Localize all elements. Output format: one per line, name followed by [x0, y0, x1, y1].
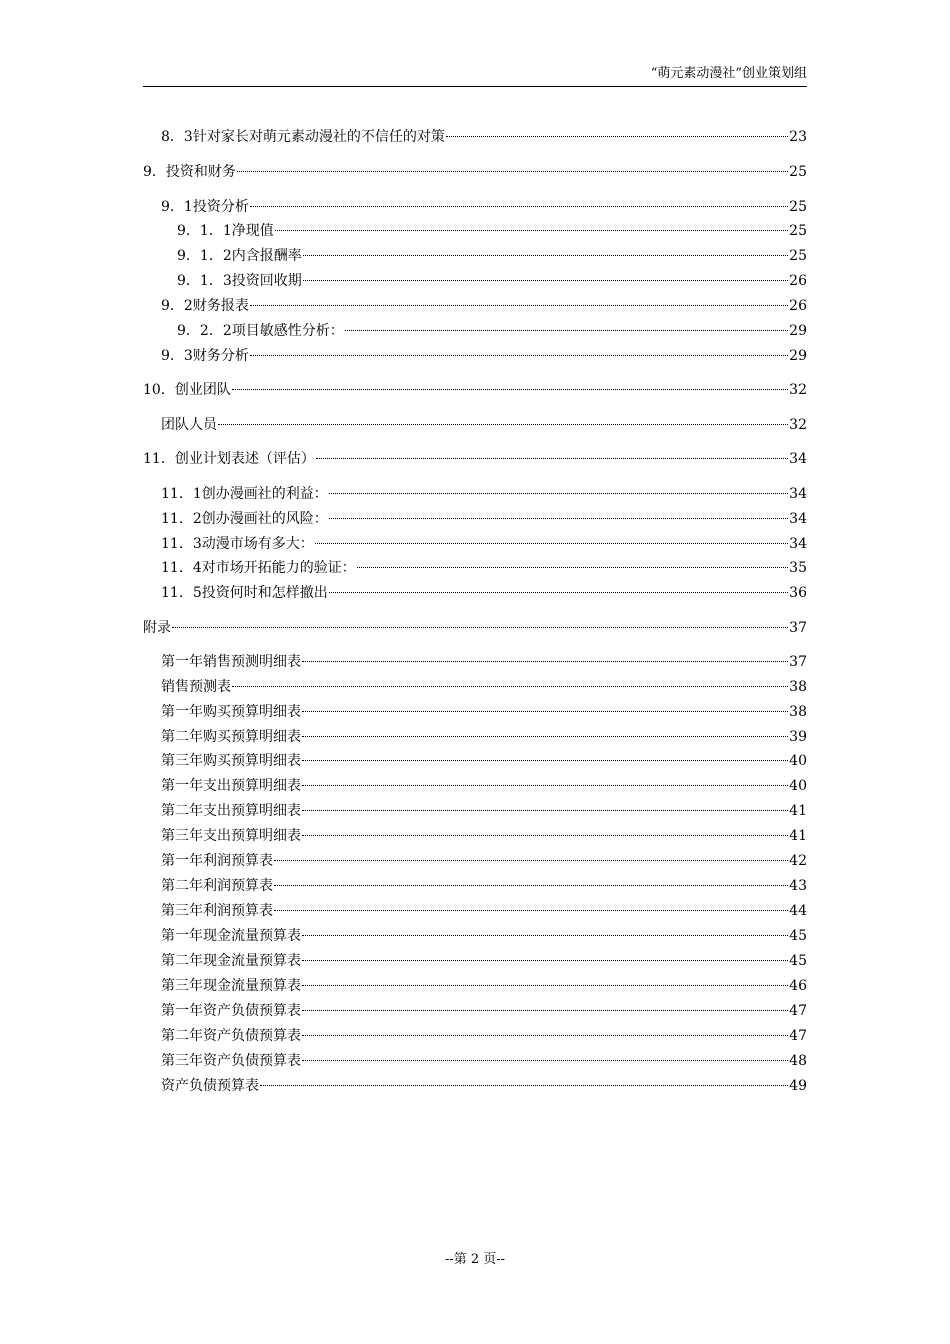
toc-entry[interactable] — [143, 1001, 807, 1021]
toc-entry-title: 第二年利润预算表 — [161, 878, 273, 894]
toc-entry-page: 38 — [789, 704, 807, 720]
toc-entry-title: 11．1创办漫画社的利益： — [161, 486, 328, 502]
toc-leader — [303, 280, 788, 281]
toc-entry-title: 9．投资和财务 — [143, 164, 236, 180]
toc-leader — [302, 661, 788, 662]
toc-leader — [274, 885, 788, 886]
toc-leader — [302, 711, 788, 712]
toc-entry[interactable] — [143, 558, 807, 578]
toc-entry[interactable] — [143, 534, 807, 554]
toc-leader — [302, 736, 788, 737]
toc-entry[interactable] — [143, 901, 807, 921]
toc-entry-title: 9．1投资分析 — [161, 199, 249, 215]
toc-leader — [329, 493, 788, 494]
toc-entry-page: 36 — [789, 585, 807, 601]
toc-entry-page: 37 — [789, 654, 807, 670]
toc-leader — [329, 592, 788, 593]
toc-entry-title: 第一年利润预算表 — [161, 853, 273, 869]
toc-entry-title: 第二年现金流量预算表 — [161, 953, 301, 969]
toc-entry-page: 39 — [789, 729, 807, 745]
toc-entry[interactable] — [143, 484, 807, 504]
toc-leader — [302, 1060, 788, 1061]
toc-entry-page: 25 — [789, 248, 807, 264]
toc-entry[interactable] — [143, 652, 807, 672]
toc-entry-title: 第三年购买预算明细表 — [161, 753, 301, 769]
toc-leader — [302, 785, 788, 786]
toc-entry-title: 9．2．2项目敏感性分析： — [177, 323, 344, 339]
toc-entry[interactable] — [143, 415, 807, 435]
toc-entry[interactable] — [143, 346, 807, 366]
toc-entry[interactable] — [143, 751, 807, 771]
toc-entry-page: 25 — [789, 223, 807, 239]
toc-entry-page: 49 — [789, 1078, 807, 1094]
toc-entry-title: 销售预测表 — [161, 679, 231, 695]
toc-entry[interactable] — [143, 162, 807, 182]
toc-entry-page: 44 — [789, 903, 807, 919]
toc-entry-page: 43 — [789, 878, 807, 894]
toc-entry-title: 9．1．2内含报酬率 — [177, 248, 302, 264]
toc-entry-page: 32 — [789, 417, 807, 433]
toc-entry[interactable] — [143, 509, 807, 529]
toc-entry[interactable] — [143, 876, 807, 896]
toc-entry-page: 23 — [789, 129, 807, 145]
toc-entry[interactable] — [143, 776, 807, 796]
toc-leader — [302, 835, 788, 836]
toc-entry-title: 第一年资产负债预算表 — [161, 1003, 301, 1019]
toc-entry[interactable] — [143, 321, 807, 341]
toc-entry-title: 10．创业团队 — [143, 382, 231, 398]
toc-entry-title: 第一年现金流量预算表 — [161, 928, 301, 944]
toc-leader — [172, 627, 788, 628]
toc-leader — [275, 230, 788, 231]
header-rule — [143, 86, 807, 87]
toc-entry[interactable] — [143, 702, 807, 722]
toc-leader — [302, 1035, 788, 1036]
toc-entry-title: 第三年利润预算表 — [161, 903, 273, 919]
toc-entry-title: 第二年支出预算明细表 — [161, 803, 301, 819]
toc-entry[interactable] — [143, 727, 807, 747]
toc-leader — [274, 860, 788, 861]
toc-entry-title: 附录 — [143, 620, 171, 636]
toc-entry-page: 25 — [789, 199, 807, 215]
toc-entry-title: 第三年现金流量预算表 — [161, 978, 301, 994]
toc-leader — [250, 206, 788, 207]
toc-entry[interactable] — [143, 801, 807, 821]
toc-entry[interactable] — [143, 618, 807, 638]
toc-leader — [302, 960, 788, 961]
toc-entry-title: 第一年支出预算明细表 — [161, 778, 301, 794]
toc-leader — [302, 985, 788, 986]
toc-leader — [446, 136, 788, 137]
toc-entry-page: 32 — [789, 382, 807, 398]
toc-leader — [302, 935, 788, 936]
toc-leader — [232, 389, 788, 390]
toc-leader — [345, 330, 788, 331]
toc-entry-page: 26 — [789, 298, 807, 314]
toc-entry[interactable] — [143, 976, 807, 996]
toc-entry-title: 资产负债预算表 — [161, 1078, 259, 1094]
toc-leader — [357, 567, 788, 568]
toc-entry-page: 41 — [789, 803, 807, 819]
toc-leader — [218, 424, 788, 425]
toc-entry-page: 26 — [789, 273, 807, 289]
toc-entry-title: 9．3财务分析 — [161, 348, 249, 364]
toc-entry[interactable] — [143, 1051, 807, 1071]
toc-leader — [250, 355, 788, 356]
toc-leader — [329, 518, 788, 519]
toc-entry-title: 9．2财务报表 — [161, 298, 249, 314]
toc-leader — [232, 686, 788, 687]
toc-entry[interactable] — [143, 127, 807, 147]
toc-entry[interactable] — [143, 951, 807, 971]
toc-leader — [303, 255, 788, 256]
toc-leader — [302, 810, 788, 811]
toc-entry-title: 团队人员 — [161, 417, 217, 433]
toc-entry-page: 45 — [789, 928, 807, 944]
toc-entry[interactable] — [143, 851, 807, 871]
toc-entry-page: 40 — [789, 778, 807, 794]
toc-entry[interactable] — [143, 583, 807, 603]
toc-entry[interactable] — [143, 1026, 807, 1046]
toc-leader — [302, 760, 788, 761]
toc-entry-page: 34 — [789, 536, 807, 552]
toc-entry-page: 38 — [789, 679, 807, 695]
toc-entry-title: 第二年资产负债预算表 — [161, 1028, 301, 1044]
toc-entry-page: 25 — [789, 164, 807, 180]
toc-entry-page: 34 — [789, 486, 807, 502]
toc-entry[interactable] — [143, 246, 807, 266]
toc-entry-title: 11．3动漫市场有多大： — [161, 536, 314, 552]
toc-entry-page: 42 — [789, 853, 807, 869]
page-footer: --第 2 页-- — [444, 1252, 506, 1267]
toc-entry-page: 45 — [789, 953, 807, 969]
toc-entry-title: 第三年资产负债预算表 — [161, 1053, 301, 1069]
toc-entry[interactable] — [143, 380, 807, 400]
toc-entry-title: 第二年购买预算明细表 — [161, 729, 301, 745]
toc-entry-page: 37 — [789, 620, 807, 636]
toc-entry[interactable] — [143, 677, 807, 697]
toc-entry-page: 35 — [789, 560, 807, 576]
toc-leader — [260, 1085, 788, 1086]
toc-entry[interactable] — [143, 296, 807, 316]
toc-entry-title: 11．4对市场开拓能力的验证： — [161, 560, 356, 576]
toc-entry-title: 第一年销售预测明细表 — [161, 654, 301, 670]
toc-entry-page: 29 — [789, 323, 807, 339]
toc-entry[interactable] — [143, 926, 807, 946]
toc-entry-page: 47 — [789, 1003, 807, 1019]
toc-leader — [237, 171, 788, 172]
toc-entry-page: 47 — [789, 1028, 807, 1044]
toc-entry-page: 29 — [789, 348, 807, 364]
toc-entry-title: 8．3针对家长对萌元素动漫社的不信任的对策 — [161, 129, 445, 145]
toc-entry-page: 46 — [789, 978, 807, 994]
toc-leader — [274, 910, 788, 911]
toc-entry-title: 11．5投资何时和怎样撤出 — [161, 585, 328, 601]
toc-leader — [250, 305, 788, 306]
toc-entry-title: 第三年支出预算明细表 — [161, 828, 301, 844]
toc-entry-title: 第一年购买预算明细表 — [161, 704, 301, 720]
toc-entry-title: 11．2创办漫画社的风险： — [161, 511, 328, 527]
toc-entry[interactable] — [143, 1076, 807, 1096]
toc-entry[interactable] — [143, 826, 807, 846]
toc-entry-page: 40 — [789, 753, 807, 769]
toc-leader — [302, 1010, 788, 1011]
toc-entry[interactable] — [143, 221, 807, 241]
running-header: “萌元素动漫社”创业策划组 — [650, 66, 807, 81]
toc-entry-title: 9．1．1净现值 — [177, 223, 274, 239]
toc-entry-page: 48 — [789, 1053, 807, 1069]
toc-leader — [316, 458, 788, 459]
toc-entry-title: 11．创业计划表述（评估） — [143, 451, 315, 467]
toc-entry-page: 34 — [789, 451, 807, 467]
toc-entry-page: 41 — [789, 828, 807, 844]
toc-entry[interactable] — [143, 197, 807, 217]
toc-entry[interactable] — [143, 271, 807, 291]
toc-entry-page: 34 — [789, 511, 807, 527]
toc-entry[interactable] — [143, 449, 807, 469]
toc-entry-title: 9．1．3投资回收期 — [177, 273, 302, 289]
toc-leader — [315, 543, 788, 544]
